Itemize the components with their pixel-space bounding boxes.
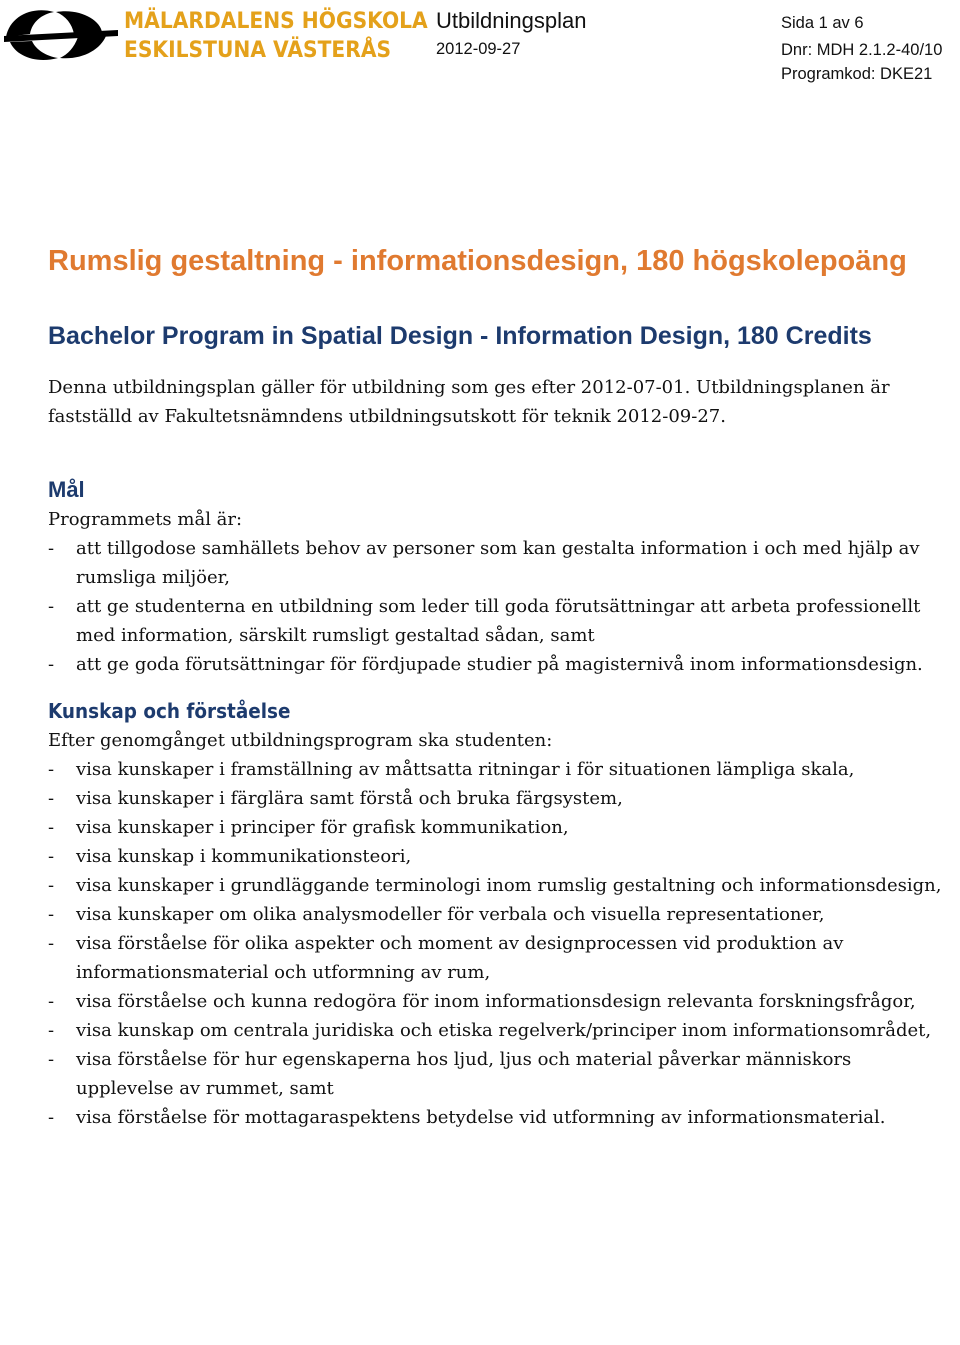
list-item: - visa förståelse för olika aspekter och moment av designprocessen vid produktion av informationsmaterial och utformning av rum, — [48, 933, 844, 983]
intro-paragraph: Denna utbildningsplan gäller för utbildning som ges efter 2012-07-01. Utbildningsplanen är fastställd av Fakultetsnämndens utbildningsutskott för teknik 2012-09-27. — [48, 377, 890, 427]
list-item: - visa förståelse för mottagaraspektens betydelse vid utformning av informationsmaterial. — [48, 1107, 886, 1128]
document-date: 2012-09-27 — [436, 40, 521, 58]
list-item-text: visa förståelse för mottagaraspektens betydelse vid utformning av informationsmaterial. — [76, 1107, 886, 1128]
title-swedish: Rumslig gestaltning - informationsdesign, 180 högskolepoäng — [48, 245, 907, 277]
list-item-text: visa kunskap om centrala juridiska och etiska regelverk/principer inom informationsområdet, — [76, 1020, 932, 1041]
goals-lead: Programmets mål är: — [48, 509, 243, 530]
list-item: - visa kunskaper i framställning av måttsatta ritningar i för situationen lämpliga skala, — [48, 759, 855, 780]
list-item-text: visa kunskaper i principer för grafisk kommunikation, — [76, 817, 569, 838]
logo-line-1: MÄLARDALENS HÖGSKOLA — [124, 8, 428, 34]
list-item: - visa kunskap i kommunikationsteori, — [48, 846, 412, 867]
list-item-text: visa förståelse och kunna redogöra för inom informationsdesign relevanta forskningsfrågor, — [76, 991, 916, 1012]
list-item: - att ge goda förutsättningar för fördjupade studier på magisternivå inom informationsdesign. — [48, 654, 923, 675]
list-item-text: visa kunskaper i grundläggande terminologi inom rumslig gestaltning och informationsdesign, — [76, 875, 942, 896]
logo-line-2: ESKILSTUNA VÄSTERÅS — [124, 37, 392, 63]
list-item-text: visa kunskaper om olika analysmodeller för verbala och visuella representationer, — [76, 904, 825, 925]
goals-list — [48, 534, 948, 679]
title-english: Bachelor Program in Spatial Design - Information Design, 180 Credits — [48, 322, 872, 350]
list-item: - visa kunskaper om olika analysmodeller för verbala och visuella representationer, — [48, 904, 825, 925]
list-item-text: visa kunskap i kommunikationsteori, — [76, 846, 412, 867]
list-item: - visa kunskaper i principer för grafisk kommunikation, — [48, 817, 569, 838]
document-type: Utbildningsplan — [436, 8, 587, 33]
program-code: Programkod: DKE21 — [781, 65, 933, 83]
list-item: - att ge studenterna en utbildning som leder till goda förutsättningar att arbeta professionellt med information, särskilt rumsligt gestaltad sådan, samt — [48, 596, 921, 646]
registration-number: Dnr: MDH 2.1.2-40/10 — [781, 41, 943, 59]
page-number: Sida 1 av 6 — [781, 14, 864, 32]
list-item-text: visa kunskaper i framställning av måttsatta ritningar i för situationen lämpliga skala, — [76, 759, 855, 780]
list-item-text: att ge studenterna en utbildning som leder till goda förutsättningar att arbeta professionellt med information, särskilt rumsligt gestaltad sådan, samt — [76, 596, 921, 646]
knowledge-lead: Efter genomgånget utbildningsprogram ska studenten: — [48, 730, 553, 751]
section-heading-knowledge: Kunskap och förståelse — [48, 699, 291, 723]
list-item: - att tillgodose samhällets behov av personer som kan gestalta information i och med hjälp av rumsliga miljöer, — [48, 538, 920, 588]
knowledge-list — [48, 755, 948, 1132]
list-item-text: visa förståelse för hur egenskaperna hos ljud, ljus och material påverkar människors upplevelse av rummet, samt — [76, 1049, 852, 1099]
document-body — [48, 240, 948, 1132]
list-item: - visa kunskaper i färglära samt förstå och bruka färgsystem, — [48, 788, 623, 809]
list-item-text: att ge goda förutsättningar för fördjupade studier på magisternivå inom informationsdesign. — [76, 654, 923, 675]
section-heading-goals: Mål — [48, 477, 85, 502]
institution-logo — [2, 4, 428, 66]
list-item-text: visa förståelse för olika aspekter och moment av designprocessen vid produktion av informationsmaterial och utformning av rum, — [76, 933, 844, 983]
list-item: - visa förståelse för hur egenskaperna hos ljud, ljus och material påverkar människors upplevelse av rummet, samt — [48, 1049, 852, 1099]
list-item-text: visa kunskaper i färglära samt förstå och bruka färgsystem, — [76, 788, 623, 809]
mdh-logo-emblem-icon — [2, 4, 122, 64]
list-item: - visa kunskaper i grundläggande terminologi inom rumslig gestaltning och informationsdesign, — [48, 875, 942, 896]
list-item: - visa förståelse och kunna redogöra för inom informationsdesign relevanta forskningsfrågor, — [48, 991, 916, 1012]
list-item: - visa kunskap om centrala juridiska och etiska regelverk/principer inom informationsområdet, — [48, 1020, 932, 1041]
list-item-text: att tillgodose samhällets behov av personer som kan gestalta information i och med hjälp av rumsliga miljöer, — [76, 538, 920, 588]
